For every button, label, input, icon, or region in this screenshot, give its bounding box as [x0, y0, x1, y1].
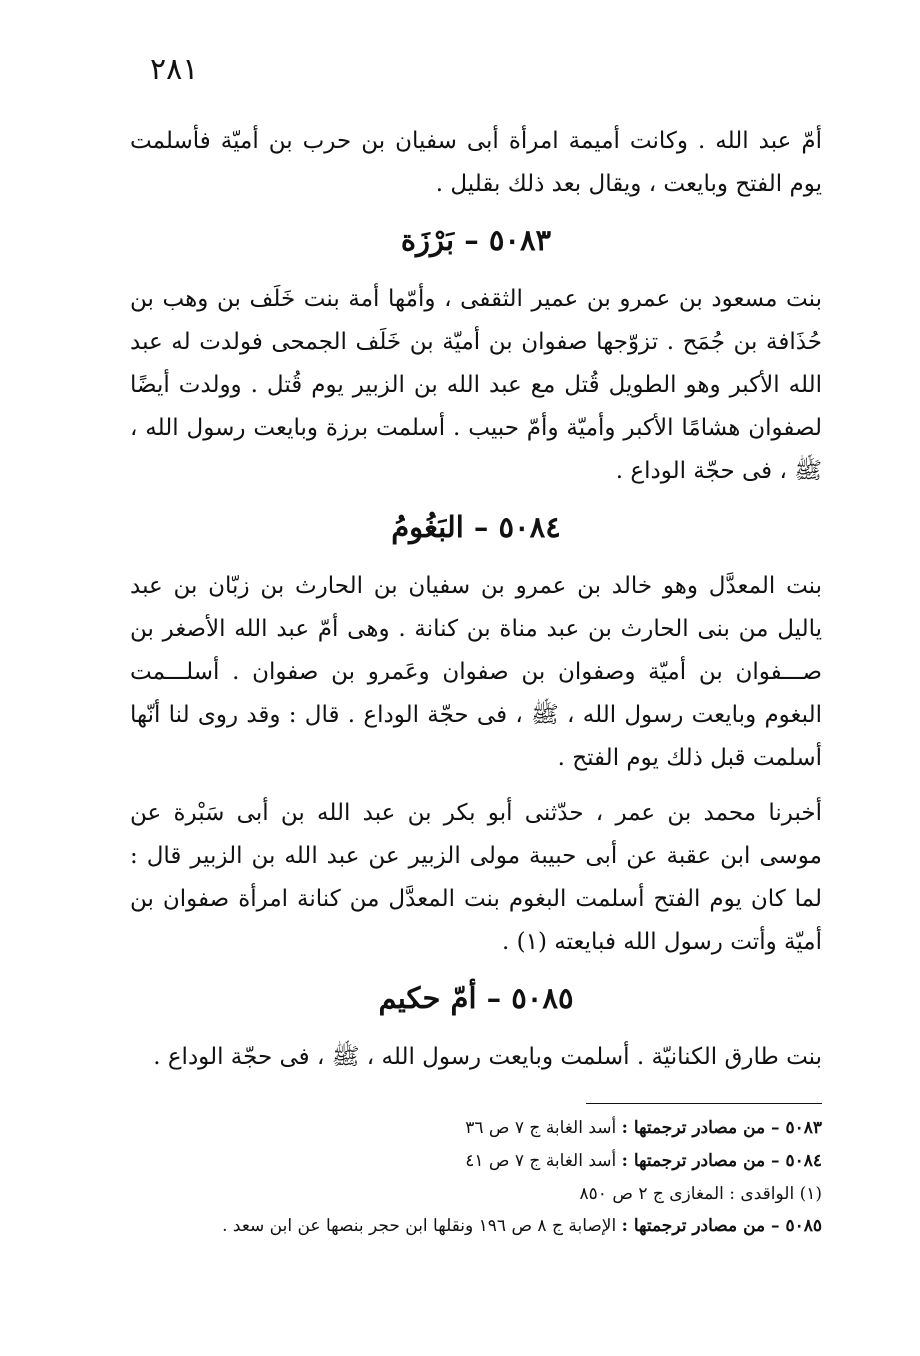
intro-paragraph: أمّ عبد الله . وكانت أميمة امرأة أبى سفيان بن حرب بن أميّة فأسلمت يوم الفتح وبايعت ، ويقال بعد ذلك بقليل . — [130, 128, 822, 197]
footnote-5083 — [130, 1112, 822, 1145]
entry-5084-paragraph-1: بنت المعدَّل وهو خالد بن عمرو بن سفيان بن الحارث بن زبّان بن عبد ياليل من بنى الحارث بن عبد مناة بن كنانة . وهى أمّ عبد الله الأصغر بن صـــفوان بن أميّة وصفوان بن صفوان وعَمرو بن صفوان . أسلـــمت البغوم وبايعت رسول الله ، ﷺ ، فى حجّة الوداع . قال : وقد روى لنا أنّها أسلمت قبل ذلك يوم الفتح . — [130, 573, 822, 771]
footnote-text: أسد الغابة ج ٧ ص ٣٦ — [465, 1118, 622, 1138]
footnote-text: أسد الغابة ج ٧ ص ٤١ — [465, 1151, 622, 1171]
footnotes — [130, 1112, 822, 1241]
footnote-label: ٥٠٨٣ – من مصادر ترجمتها : — [621, 1118, 822, 1138]
footnote-label: ٥٠٨٤ – من مصادر ترجمتها : — [621, 1151, 822, 1171]
entry-heading-5085: ٥٠٨٥ – أمّ حكيم — [378, 981, 574, 1015]
footnote-text: (١) الواقدى : المغازى ج ٢ ص ٨٥٠ — [579, 1184, 822, 1204]
footnote-label: ٥٠٨٥ – من مصادر ترجمتها : — [621, 1216, 822, 1236]
footnote-5085 — [130, 1211, 822, 1241]
footnote-text: الإصابة ج ٨ ص ١٩٦ ونقلها ابن حجر بنصها عن ابن سعد . — [222, 1216, 622, 1236]
entry-heading-5084: ٥٠٨٤ – البَغُومُ — [391, 510, 561, 544]
entry-5085-paragraph: بنت طارق الكنانيّة . أسلمت وبايعت رسول الله ، ﷺ ، فى حجّة الوداع . — [153, 1044, 822, 1070]
entry-5084-paragraph-2: أخبرنا محمد بن عمر ، حدّثنى أبو بكر بن عبد الله بن أبى سَبْرة عن موسى ابن عقبة عن أبى حبيبة مولى الزبير عن عبد الله بن الزبير قال : لما كان يوم الفتح أسلمت البغوم بنت المعدَّل من كنانة امرأة صفوان بن أميّة وأتت رسول الله فبايعته (١) . — [130, 800, 822, 955]
entry-5083-paragraph: بنت مسعود بن عمرو بن عمير الثقفى ، وأمّها أمة بنت خَلَف بن وهب بن حُذَافة بن جُمَح . تزوّجها صفوان بن أميّة بن خَلَف الجمحى فولدت له عبد الله الأكبر وهو الطويل قُتل مع عبد الله بن الزبير يوم قُتل . وولدت أيضًا لصفوان هشامًا الأكبر وأميّة وأمّ حبيب . أسلمت برزة وبايعت رسول الله ، ﷺ ، فى حجّة الوداع . — [130, 286, 822, 484]
footnote-divider — [586, 1103, 822, 1104]
entry-heading-5083: ٥٠٨٣ – بَرْزَة — [400, 223, 552, 257]
page-number: ٢٨١ — [150, 52, 199, 87]
page-body — [130, 120, 822, 1241]
footnote-1 — [130, 1178, 822, 1211]
footnote-5084 — [130, 1145, 822, 1178]
